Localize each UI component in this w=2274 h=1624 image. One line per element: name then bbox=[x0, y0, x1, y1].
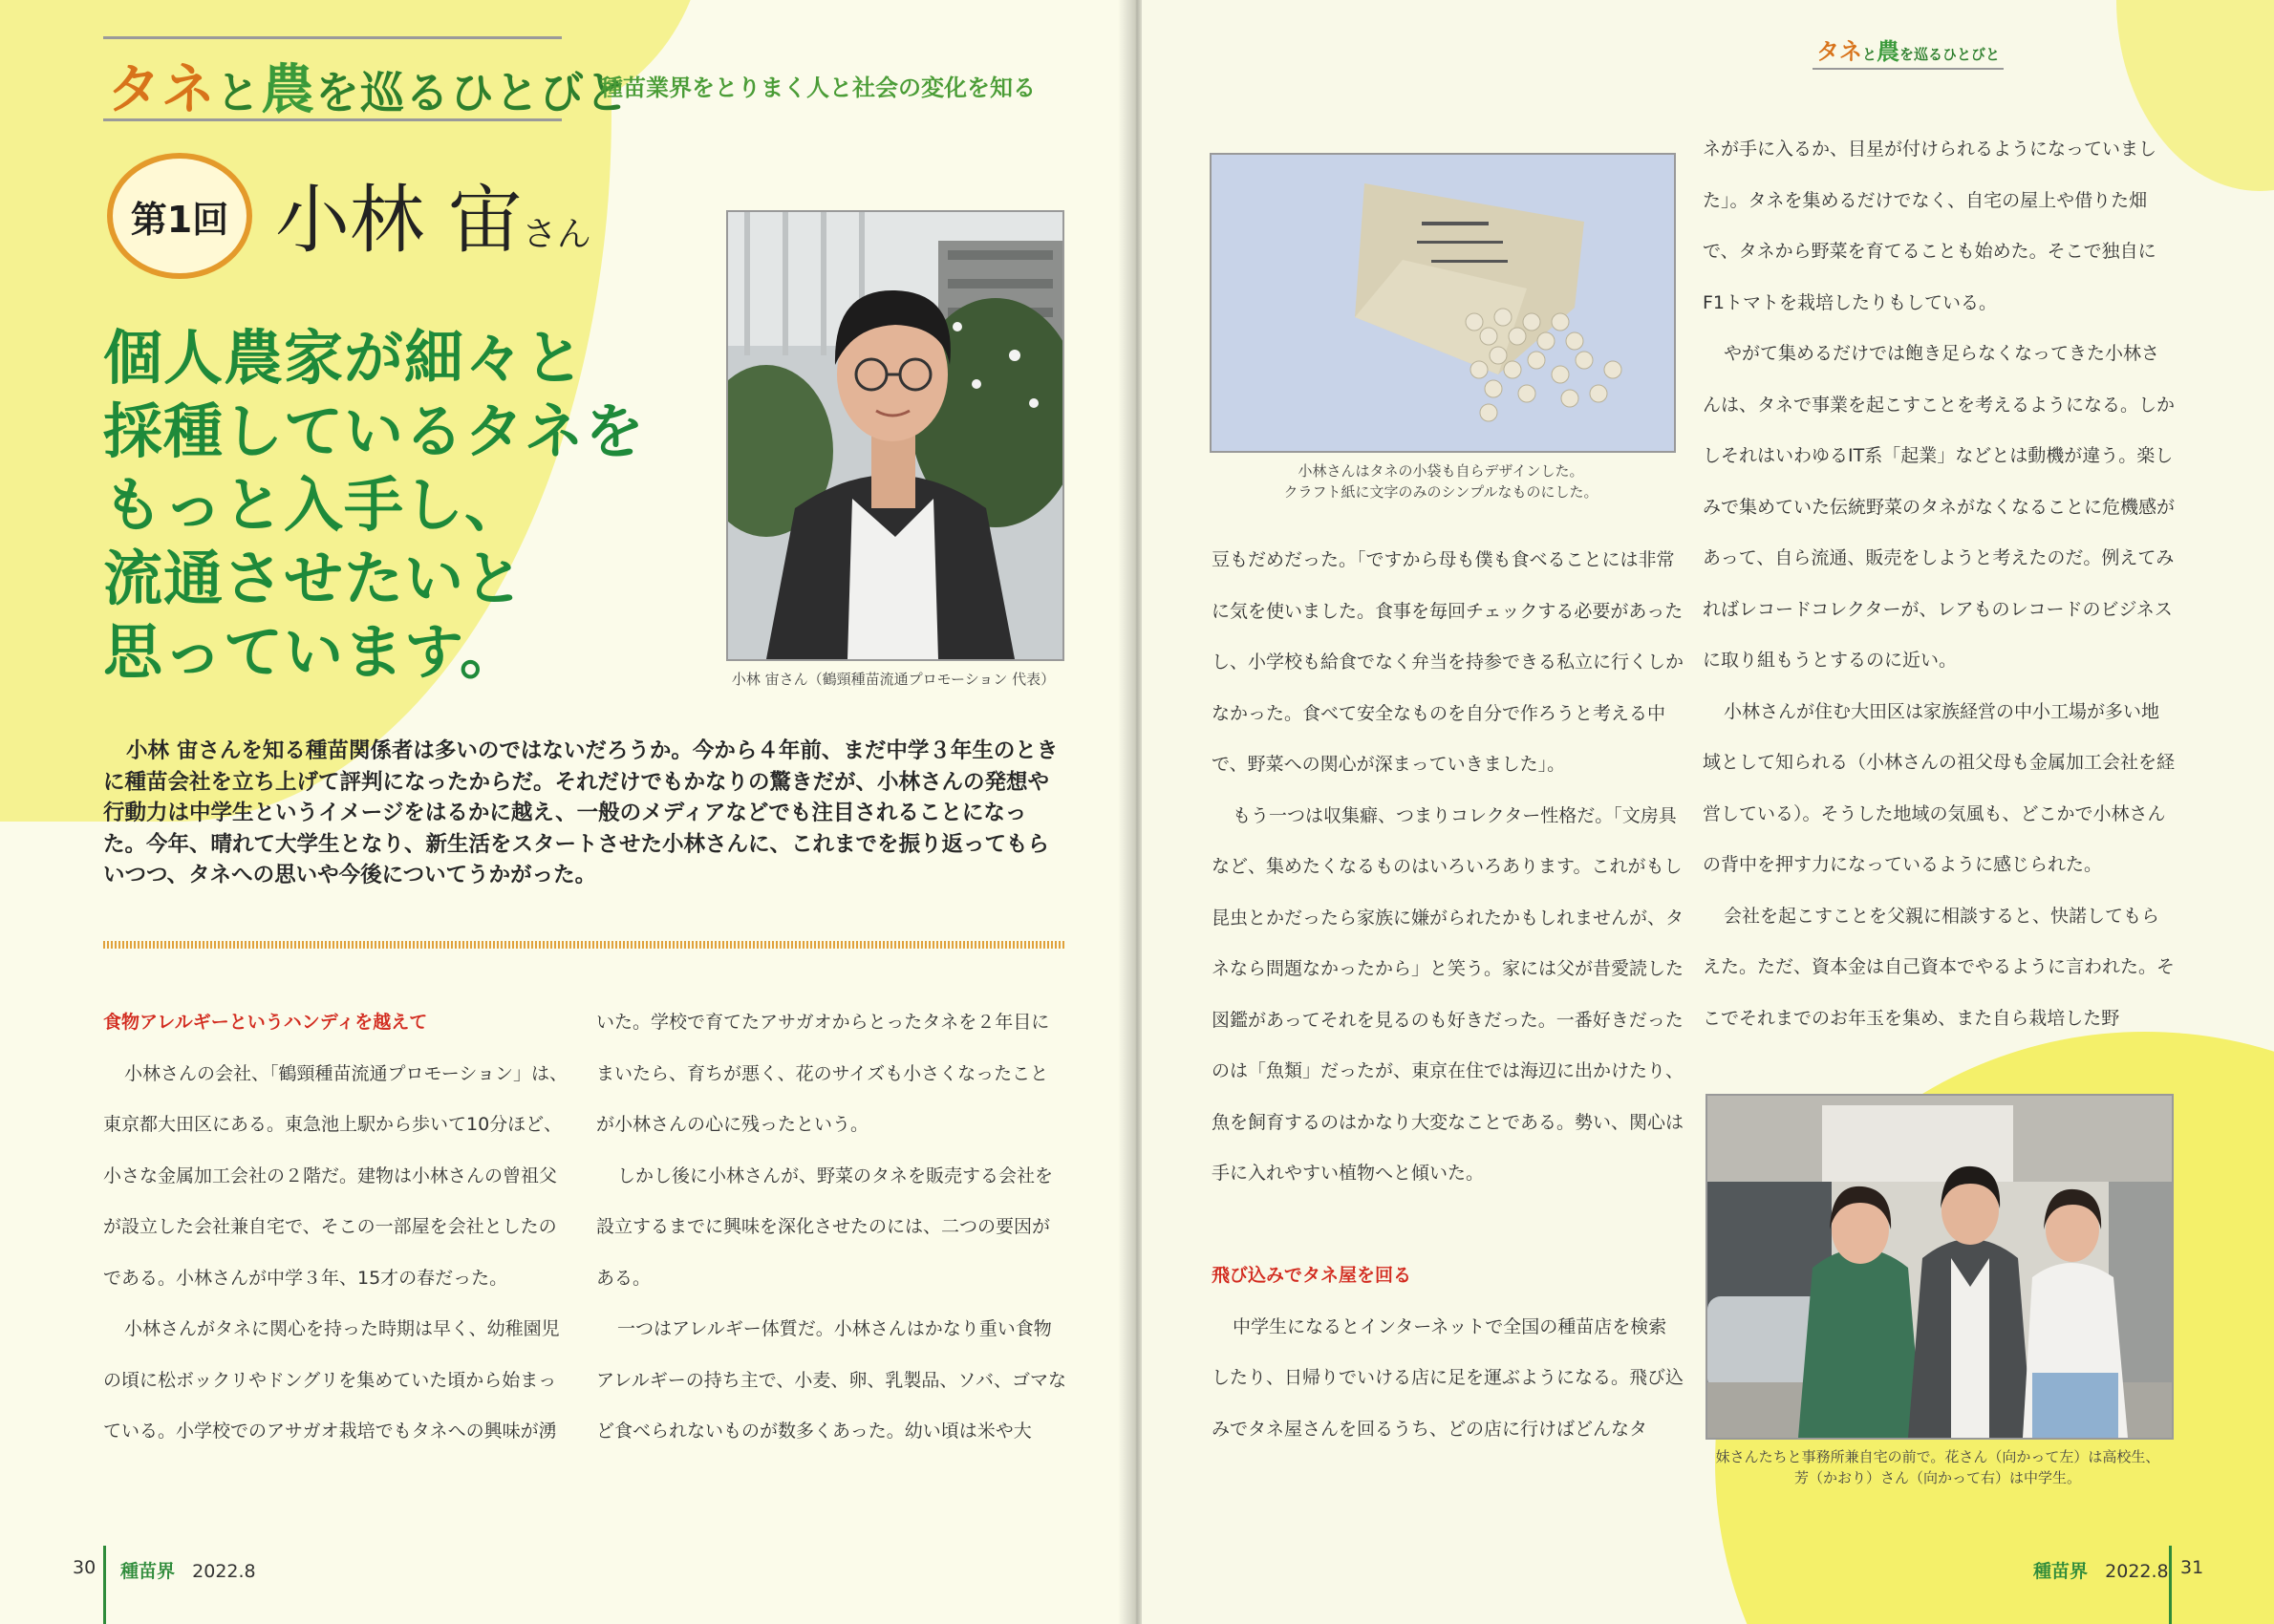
folio-bar bbox=[103, 1546, 106, 1624]
episode-badge: 第1回 bbox=[107, 153, 252, 279]
folio-left-mag: 種苗界 2022.8 bbox=[120, 1561, 256, 1582]
paragraph: しかし後に小林さんが、野菜のタネを販売する会社を設立するまでに興味を深化させたのには、二つの要因がある。 bbox=[596, 1165, 1054, 1289]
corner-series-tag: タネと農を巡るひとびと bbox=[1813, 32, 2004, 70]
portrait-photo bbox=[726, 210, 1064, 661]
person-name: 小林 宙さん bbox=[275, 178, 591, 264]
paragraph: 中学生になるとインターネットで全国の種苗店を検索したり、日帰りでいける店に足を運ぶようになる。飛び込みでタネ屋さんを回るうち、どの店に行けばどんなタ bbox=[1212, 1315, 1684, 1440]
right-column-1 bbox=[1212, 124, 1684, 1455]
paragraph: やがて集めるだけでは飽き足らなくなってきた小林さんは、タネで事業を起こすことを考えるようになる。しかしそれはいわゆるIT系「起業」などとは動機が違う。楽しみで集めていた伝統野菜のタネがなくなることに危機感があって、自ら流通、販売をしようと考えたのだ。例えてみればレコードコレクターが、レアものレコードのビジネスに取り組もうとするのに近い。 bbox=[1703, 343, 2176, 671]
family-photo-caption: 妹さんたちと事務所兼自宅の前で。花さん（向かって左）は高校生、 芳（かおり）さん（向かって右）は中学生。 bbox=[1715, 1448, 2160, 1486]
paragraph: もう一つは収集癖、つまりコレクター性格だ。「文房具など、集めたくなるものはいろいろあります。これがもし昆虫とかだったら家族に嫌がられたかもしれませんが、タネなら問題なかったから」と笑う。家には父が昔愛読した図鑑があってそれを見るのも好きだった。一番好きだったのは「魚類」だったが、東京在住では海辺に出かけたり、魚を飼育するのはかなり大変なことである。勢い、関心は手に入れやすい植物へと傾いた。 bbox=[1212, 804, 1684, 1184]
folio-right-mag: 種苗界 2022.8 bbox=[2033, 1561, 2169, 1582]
paragraph: 会社を起こすことを父親に相談すると、快諾してもらえた。ただ、資本金は自己資本でやるように言われた。そこでそれまでのお年玉を集め、また自ら栽培した野 bbox=[1703, 905, 2176, 1029]
left-page bbox=[0, 0, 1132, 1624]
section-heading: 飛び込みでタネ屋を回る bbox=[1212, 1265, 1412, 1286]
paragraph: ネが手に入るか、目星が付けられるようになっていました」。タネを集めるだけでなく、自宅の屋上や借りた畑で、タネから野菜を育てることも始めた。そこで独自にF1トマトを栽培したりもしている。 bbox=[1703, 139, 2157, 313]
left-column-2 bbox=[596, 997, 1066, 1458]
seed-photo-caption: 小林さんはタネの小袋も自らデザインした。 クラフト紙に文字のみのシンプルなものにした。 bbox=[1283, 462, 1598, 501]
folio-left: 30 bbox=[73, 1557, 97, 1578]
paragraph: 豆もだめだった。「ですから母も僕も食べることには非常に気を使いました。食事を毎回チェックする必要があったし、小学校も給食でなく弁当を持参できる私立に行くしかなかった。食べて安全なものを自分で作ろうと考える中で、野菜への関心が深まっていきました」。 bbox=[1212, 549, 1684, 775]
folio-bar bbox=[2169, 1546, 2172, 1624]
family-photo bbox=[1706, 1094, 2174, 1440]
folio-right: 31 bbox=[2180, 1557, 2204, 1578]
paragraph: いた。学校で育てたアサガオからとったタネを２年目にまいたら、育ちが悪く、花のサイズも小さくなったことが小林さんの心に残ったという。 bbox=[596, 1012, 1050, 1135]
headline: 個人農家が細々と 採種しているタネを もっと入手し、 流通させたいと 思っています。 bbox=[103, 323, 646, 687]
portrait-caption: 小林 宙さん（鶴頸種苗流通プロモーション 代表） bbox=[731, 671, 1056, 688]
divider bbox=[103, 941, 1066, 949]
series-subtitle: 種苗業界をとりまく人と社会の変化を知る bbox=[600, 75, 1036, 101]
paragraph: 小林さんがタネに関心を持った時期は早く、幼稚園児の頃に松ボックリやドングリを集めていた頃から始まっている。小学校でのアサガオ栽培でもタネへの興味が湧 bbox=[103, 1318, 560, 1442]
paragraph: 小林さんが住む大田区は家族経営の中小工場が多い地域として知られる（小林さんの祖父母も金属加工会社を経営している）。そうした地域の気風も、どこかで小林さんの背中を押す力になっているように感じられた。 bbox=[1703, 700, 2176, 875]
right-column-2 bbox=[1703, 124, 2175, 1044]
series-title: タネと農を巡るひとびと bbox=[107, 59, 630, 121]
left-column-1 bbox=[103, 997, 571, 1458]
paragraph: 一つはアレルギー体質だ。小林さんはかなり重い食物アレルギーの持ち主で、小麦、卵、乳製品、ソバ、ゴマなど食べられないものが数多くあった。幼い頃は米や大 bbox=[596, 1318, 1067, 1442]
section-heading: 食物アレルギーというハンディを越えて bbox=[103, 1012, 428, 1033]
paragraph: 小林さんの会社、「鶴頸種苗流通プロモーション」は、東京都大田区にある。東急池上駅から歩いて10分ほど、小さな金属加工会社の２階だ。建物は小林さんの曾祖父が設立した会社兼自宅で、そこの一部屋を会社としたのである。小林さんが中学３年、15才の春だった。 bbox=[103, 1062, 568, 1289]
lead-paragraph: 小林 宙さんを知る種苗関係者は多いのではないだろうか。今から４年前、まだ中学３年生のときに種苗会社を立ち上げて評判になったからだ。それだけでもかなりの驚きだが、小林さんの発想や行動力は中学生というイメージをはるかに越え、一般のメディアなどでも注目されることになった。今年、晴れて大学生となり、新生活をスタートさせた小林さんに、これまでを振り返ってもらいつつ、タネへの思いや今後についてうかがった。 bbox=[103, 738, 1059, 887]
